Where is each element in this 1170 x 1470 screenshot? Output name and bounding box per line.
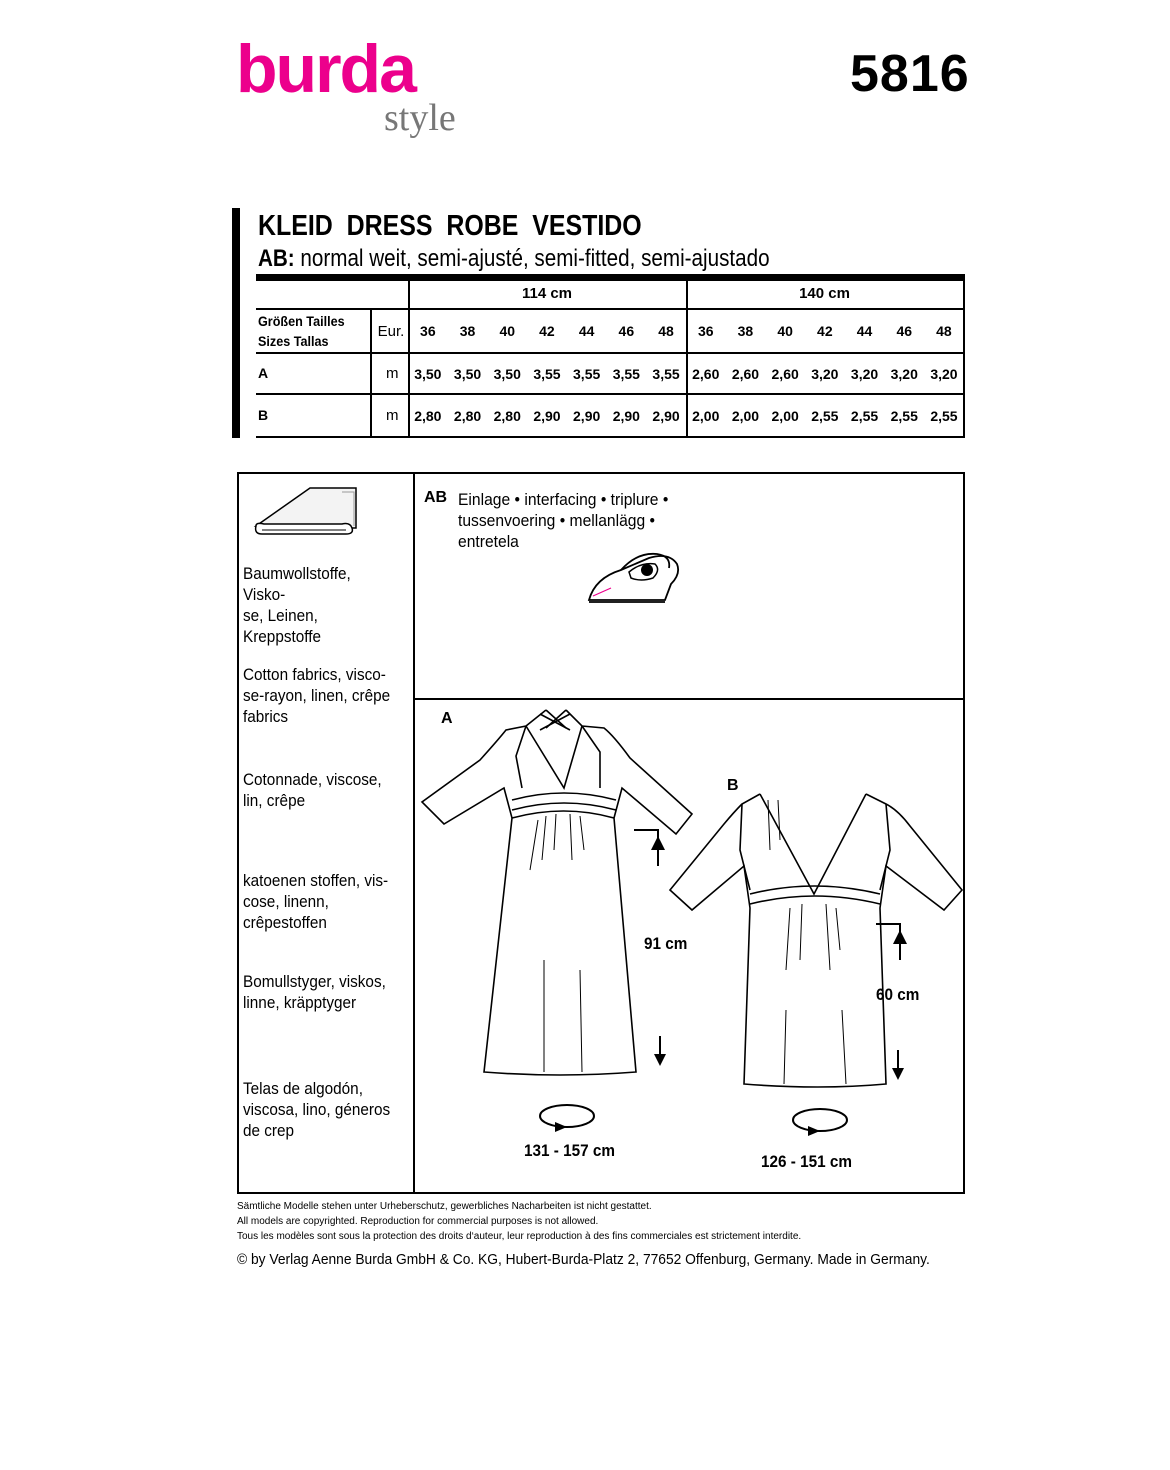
yardage-cell: 2,60 [731, 366, 760, 382]
interfacing-text: Einlage • interfacing • triplure • tussenvoering • mellanlägg • entretela [458, 490, 669, 551]
size-header-cell: 36 [420, 323, 436, 339]
size-label-de-fr: Größen Tailles [258, 313, 345, 329]
length-bottom-arrow-icon [890, 1048, 910, 1084]
header-accent-bar [232, 208, 240, 438]
length-a-label: 91 cm [644, 934, 688, 953]
fabric-text-fr: Cotonnade, viscose, lin, crêpe [243, 770, 382, 810]
yardage-cell: 3,50 [493, 366, 521, 382]
yardage-cell: 3,50 [414, 366, 442, 382]
dress-a-illustration [420, 700, 700, 1080]
yardage-cell: 2,00 [771, 408, 799, 424]
row-view-b: B [258, 407, 269, 423]
row-view-a: A [258, 365, 269, 381]
iron-icon [585, 548, 685, 608]
box-vertical-divider [413, 472, 415, 1194]
garment-title: KLEID DRESS ROBE VESTIDO [258, 210, 642, 242]
burda-style-logo [236, 31, 476, 148]
width-header-114: 114 cm [521, 285, 573, 302]
length-top-arrow-icon [632, 826, 672, 872]
hip-circumference-icon [537, 1102, 599, 1132]
yardage-cell: 2,00 [692, 408, 720, 424]
yardage-cell: 2,60 [692, 366, 720, 382]
copyright-notice-de: Sämtliche Modelle stehen unter Urheberschutz, gewerbliches Nacharbeiten ist nicht gestattet. [237, 1201, 652, 1212]
size-header-cell: 44 [578, 323, 595, 339]
logo-burda-text: burda [236, 31, 415, 107]
pattern-number: 5816 [850, 45, 970, 103]
fabric-roll-icon [250, 482, 362, 542]
fabric-text-nl: katoenen stoffen, vis- cose, linenn, crêpestoffen [243, 871, 389, 932]
table-body [256, 281, 965, 438]
yardage-cell: 3,55 [533, 366, 561, 382]
yardage-cell: 3,50 [453, 366, 482, 382]
table-rule [256, 393, 965, 395]
length-top-arrow-icon [874, 920, 914, 966]
table-rule [256, 352, 965, 354]
size-header-cell: 46 [896, 323, 913, 339]
table-rule [256, 308, 965, 310]
yardage-cell: 2,55 [811, 408, 839, 424]
yardage-cell: 2,60 [771, 366, 799, 382]
yardage-cell: 2,55 [890, 408, 918, 424]
table-rule [256, 436, 965, 438]
size-header-cell: 48 [936, 323, 952, 339]
row-unit-b: m [386, 407, 399, 424]
fabric-requirements-table [256, 274, 965, 438]
size-header-cell: 38 [459, 323, 476, 339]
size-header-cell: 48 [658, 323, 674, 339]
yardage-cell: 2,55 [850, 408, 879, 424]
eur-label: Eur. [377, 323, 405, 340]
fabric-text-es: Telas de algodón, viscosa, lino, géneros de crep [243, 1079, 391, 1140]
size-header-cell: 40 [777, 323, 793, 339]
yardage-cell: 2,80 [414, 408, 442, 424]
yardage-cell: 3,55 [612, 366, 640, 382]
fit-description [258, 245, 770, 273]
length-b-label: 60 cm [876, 985, 920, 1004]
fabric-text-sv: Bomullstyger, viskos, linne, kräpptyger [243, 972, 386, 1012]
yardage-cell: 3,55 [652, 366, 680, 382]
size-header-cell: 42 [817, 323, 833, 339]
table-divider [370, 308, 372, 438]
fit-prefix: AB: [258, 245, 295, 272]
table-top-rule [256, 274, 965, 281]
yardage-cell: 3,20 [930, 366, 958, 382]
yardage-cell: 2,00 [731, 408, 760, 424]
copyright-notice-fr: Tous les modèles sont sous la protection des droits d‘auteur, leur reproduction à des fins commerciales est strictement interdite. [237, 1231, 802, 1242]
size-header-cell: 44 [856, 323, 873, 339]
yardage-cell: 2,90 [612, 408, 640, 424]
yardage-cell: 3,55 [573, 366, 601, 382]
size-label-en-es: Sizes Tallas [258, 333, 329, 349]
hip-a-label: 131 - 157 cm [524, 1141, 616, 1160]
fabric-text-en: Cotton fabrics, visco- se-rayon, linen, crêpe fabrics [243, 665, 391, 726]
yardage-cell: 2,90 [652, 408, 680, 424]
dress-b-illustration [660, 790, 970, 1090]
yardage-cell: 2,90 [573, 408, 601, 424]
size-header-cell: 46 [618, 323, 635, 339]
fit-text: normal weit, semi-ajusté, semi-fitted, semi-ajustado [294, 245, 770, 272]
logo-style-text: style [384, 97, 456, 139]
row-unit-a: m [386, 365, 399, 382]
view-label-a: A [441, 710, 453, 727]
yardage-cell: 2,80 [493, 408, 521, 424]
size-header-cell: 42 [539, 323, 555, 339]
yardage-cell: 2,80 [453, 408, 482, 424]
width-header-140: 140 cm [799, 285, 850, 302]
yardage-cell: 2,90 [533, 408, 561, 424]
size-header-cell: 38 [737, 323, 754, 339]
yardage-cell: 3,20 [850, 366, 879, 382]
size-header-cell: 36 [697, 323, 714, 339]
view-label-b: B [727, 777, 739, 794]
hip-b-label: 126 - 151 cm [761, 1152, 853, 1171]
fabric-text-de: Baumwollstoffe, Visko- se, Leinen, Kreppstoffe [243, 564, 351, 646]
length-bottom-arrow-icon [652, 1034, 672, 1070]
hip-circumference-icon [790, 1106, 852, 1136]
interfacing-view-label: AB [424, 489, 448, 506]
yardage-cell: 2,55 [930, 408, 958, 424]
copyright-notice-en: All models are copyrighted. Reproduction for commercial purposes is not allowed. [237, 1216, 599, 1227]
size-header-cell: 40 [499, 323, 516, 339]
yardage-cell: 3,20 [890, 366, 918, 382]
yardage-cell: 3,20 [811, 366, 839, 382]
publisher-copyright: © by Verlag Aenne Burda GmbH & Co. KG, Hubert-Burda-Platz 2, 77652 Offenburg, Germany. Made in Germany. [237, 1251, 930, 1268]
